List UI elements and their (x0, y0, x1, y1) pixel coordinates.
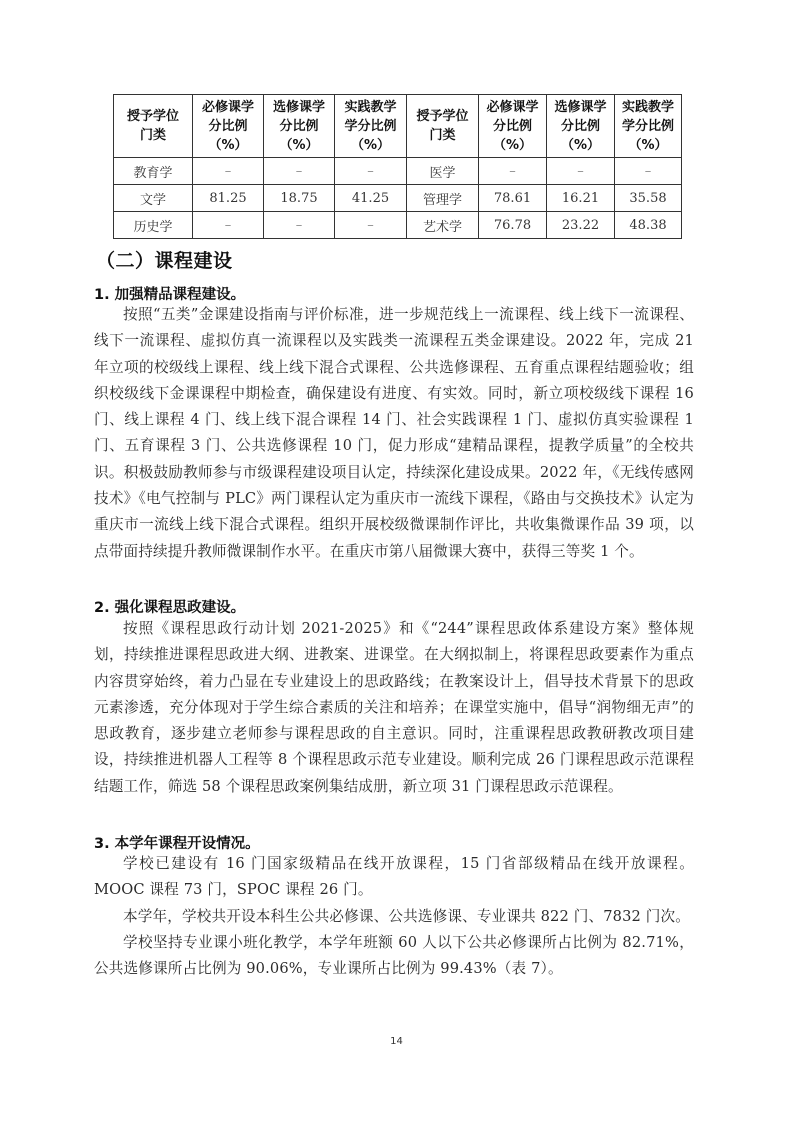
column-header-line: （%） (208, 137, 248, 153)
ratio-cell: – (193, 212, 264, 239)
ratio-cell: 41.25 (335, 185, 407, 212)
ratio-cell: 76.78 (479, 212, 547, 239)
column-header-line: （%） (350, 137, 391, 153)
subsection-title-1: 1. 加强精品课程建设。 (94, 287, 246, 303)
column-header-line: 选修课学 (554, 99, 607, 115)
degree-category-cell: 文学 (114, 185, 193, 212)
ratio-cell: 78.61 (479, 185, 547, 212)
degree-category-cell: 医学 (407, 158, 479, 185)
column-header-line: 门类 (429, 128, 456, 143)
degree-category-cell: 教育学 (114, 158, 193, 185)
column-header-line: （%） (628, 137, 668, 153)
column-header (479, 95, 547, 158)
column-header-line: 实践教学 (621, 99, 674, 115)
ratio-cell: 23.22 (547, 212, 615, 239)
ratio-cell: – (479, 158, 547, 185)
column-header (407, 95, 479, 158)
table-row (114, 158, 682, 185)
column-header (335, 95, 407, 158)
column-header (114, 95, 193, 158)
ratio-cell: – (615, 158, 682, 185)
column-header-line: 必修课学 (201, 99, 254, 115)
column-header-line: 授予学位 (416, 109, 469, 124)
subsection-title-2: 2. 强化课程思政建设。 (94, 600, 246, 616)
column-header (547, 95, 615, 158)
section-title: （二）课程建设 (96, 250, 233, 272)
column-header-line: 学分比例 (344, 118, 397, 134)
degree-category-cell: 历史学 (114, 212, 193, 239)
ratio-cell: – (335, 212, 407, 239)
table-row (114, 185, 682, 212)
ratio-cell: – (335, 158, 407, 185)
column-header-line: 分比例 (492, 118, 532, 134)
ratio-cell: 48.38 (615, 212, 682, 239)
degree-category-cell: 管理学 (407, 185, 479, 212)
column-header-line: 实践教学 (344, 99, 397, 115)
ratio-cell: – (264, 158, 335, 185)
page-number: 14 (390, 1036, 403, 1047)
paragraph-course-count: 本学年，学校共开设本科生公共必修课、公共选修课、专业课共 822 门、7832 门次。 (123, 908, 690, 925)
ratio-cell: – (264, 212, 335, 239)
ratio-cell: – (193, 158, 264, 185)
degree-category-cell: 艺术学 (407, 212, 479, 239)
column-header-line: 门类 (139, 128, 166, 143)
paragraph-class-size: 学校坚持专业课小班化教学，本学年班额 60 人以下公共必修课所占比例为 82.71%，公共选修课所占比例为 90.06%，专业课所占比例为 99.43%（表 7）。 (94, 934, 694, 978)
column-header (615, 95, 682, 158)
ratio-cell: 35.58 (615, 185, 682, 212)
column-header-line: （%） (492, 137, 533, 153)
column-header (264, 95, 335, 158)
column-header (193, 95, 264, 158)
ratio-cell: 18.75 (264, 185, 335, 212)
column-header-line: 分比例 (560, 118, 600, 134)
table-header-row (114, 95, 682, 158)
column-header-line: 授予学位 (126, 109, 179, 124)
column-header-line: （%） (560, 137, 601, 153)
column-header-line: 选修课学 (272, 99, 325, 115)
paragraph-ideological-courses: 按照《课程思政行动计划 2021-2025》和《“244”课程思政体系建设方案》整体规划，持续推进课程思政进大纲、进教案、进课堂。在大纲拟制上，将课程思政要素作为重点内容贯穿始终，着力凸显在专业建设上的思政路线；在教案设计上，倡导技术背景下的思政元素渗透，充分体现对于学生综合素质的关注和培养；在课堂实施中，倡导“润物细无声”的思政教育，逐步建立老师参与课程思政的自主意识。同时，注重课程思政教研教改项目建设，持续推进机器人工程等 8 个课程思政示范专业建设。顺利完成 26 门课程思政示范课程结题工作，筛选 58 个课程思政案例集结成册，新立项 31 门课程思政示范课程。 (94, 620, 694, 795)
paragraph-quality-courses: 按照“五类”金课建设指南与评价标准，进一步规范线上一流课程、线上线下一流课程、线下一流课程、虚拟仿真一流课程以及实践类一流课程五类金课建设。2022 年，完成 21 年立项的校级线上课程、线上线下混合式课程、公共选修课程、五育重点课程结题验收；组织校级线下金课课程中期检查，确保建设有进度、有实效。同时，新立项校级线下课程 16 门、线上课程 4 门、线上线下混合课程 14 门、社会实践课程 1 门、虚拟仿真实验课程 1 门、五育课程 3 门、公共选修课程 10 门，促力形成“建精品课程，提教学质量”的全校共识。积极鼓励教师参与市级课程建设项目认定，持续深化建设成果。2022 年，《无线传感网技术》《电气控制与 PLC》两门课程认定为重庆市一流线下课程，《路由与交换技术》认定为重庆市一流线上线下混合式课程。组织开展校级微课制作评比，共收集微课作品 39 项，以点带面持续提升教师微课制作水平。在重庆市第八届微课大赛中，获得三等奖 1 个。 (94, 306, 694, 560)
table-row (114, 212, 682, 239)
column-header-line: 必修课学 (486, 99, 539, 115)
column-header-line: 学分比例 (621, 118, 674, 134)
ratio-cell: 16.21 (547, 185, 615, 212)
ratio-cell: 81.25 (193, 185, 264, 212)
column-header-line: 分比例 (279, 118, 319, 134)
degree-credit-ratio-table (113, 94, 682, 239)
paragraph-online-courses: 学校已建设有 16 门国家级精品在线开放课程，15 门省部级精品在线开放课程。MOOC 课程 73 门，SPOC 课程 26 门。 (94, 855, 694, 899)
column-header-line: （%） (279, 137, 319, 153)
column-header-line: 分比例 (208, 118, 248, 134)
subsection-title-3: 3. 本学年课程开设情况。 (94, 836, 260, 852)
ratio-cell: – (547, 158, 615, 185)
